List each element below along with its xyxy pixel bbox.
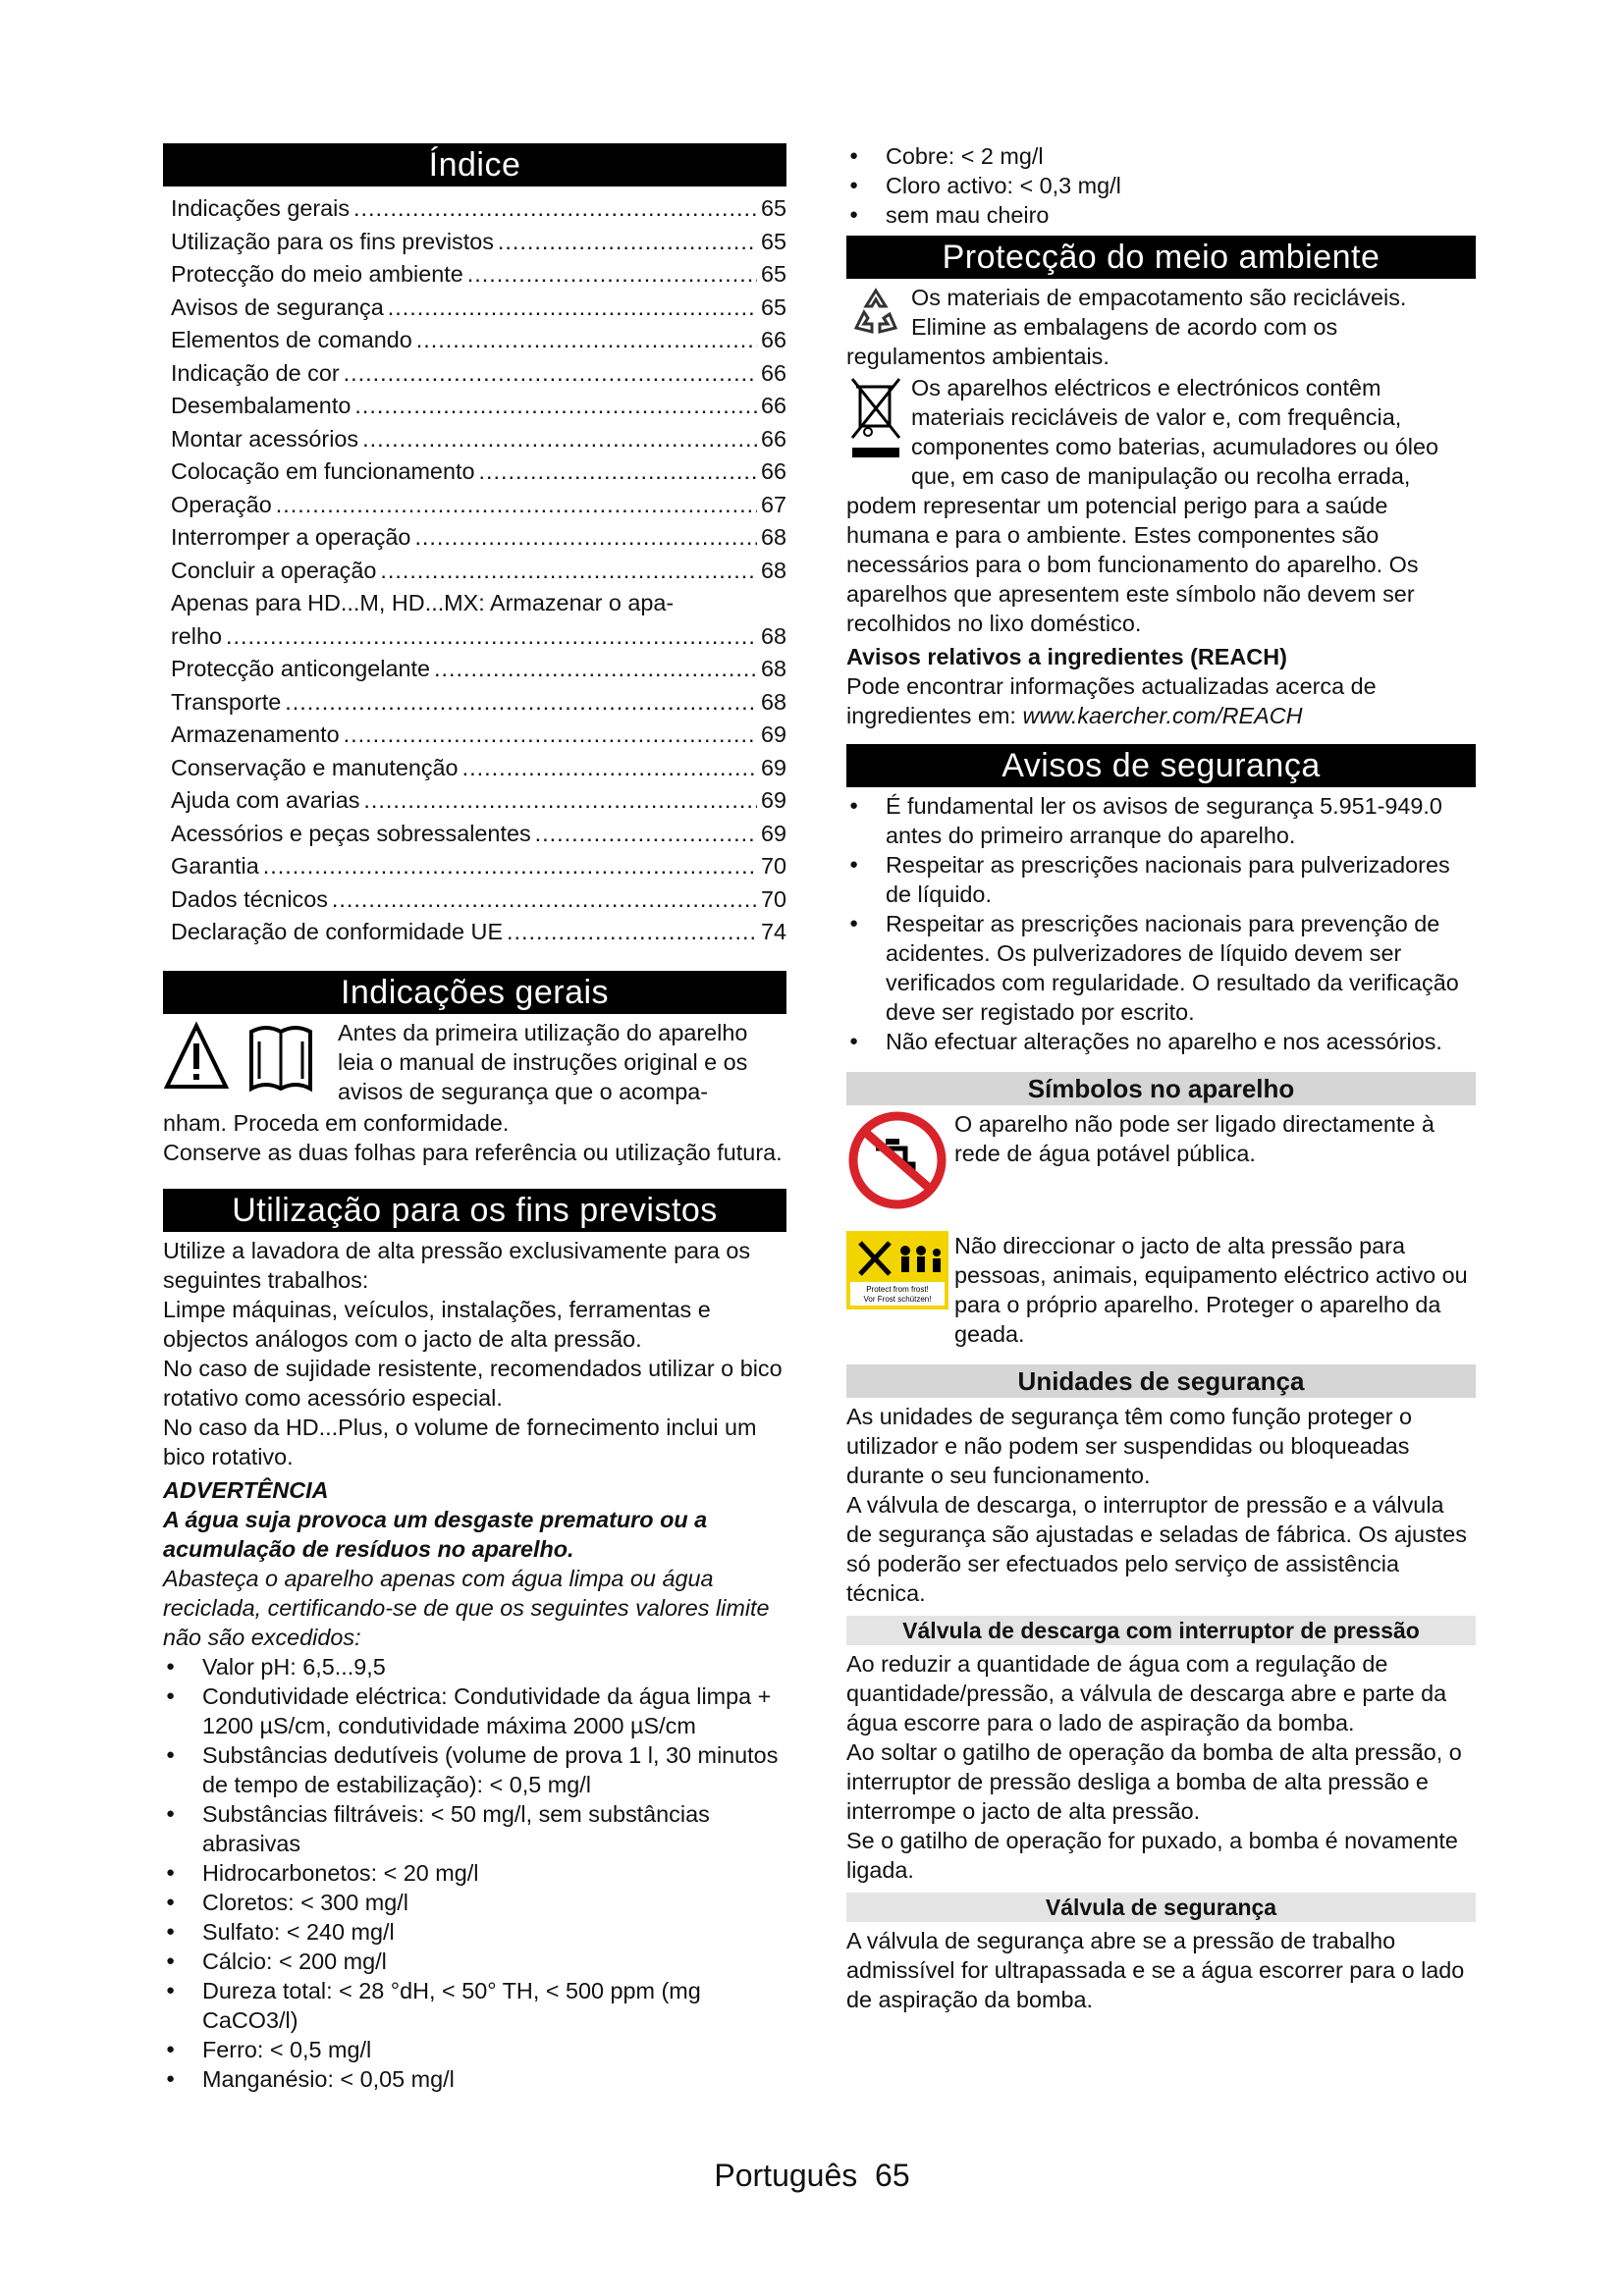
high-pressure-warning-label-icon [846,1231,948,1309]
general-text-line: nham. Proceda em conformidade. [163,1109,510,1136]
general-section [163,1018,786,1167]
toc-entry[interactable]: Garantia ..... 70 [163,850,786,883]
toc-entry[interactable]: Protecção anticongelante ..... 68 [163,653,786,686]
limit-item: ● Valor pH: 6,5...9,5 [163,1652,786,1682]
toc-entry[interactable]: Transporte ..... 68 [163,686,786,720]
toc-entry[interactable]: Concluir a operação ..... 68 [163,555,786,588]
intended-paragraph: Limpe máquinas, veículos, instalações, ferramentas e objectos análogos com o jacto de alta pressão. [163,1296,711,1352]
symbol-row [846,1109,1476,1211]
toc-entry[interactable]: Indicação de cor ..... 66 [163,357,786,391]
general-paragraph: Conserve as duas folhas para referência ou utilização futura. [163,1139,783,1165]
intended-paragraph: No caso de sujidade resistente, recomendados utilizar o bico rotativo como acessório especial. [163,1355,783,1411]
recycling-text: Os materiais de empacotamento são recicláveis. Elimine as embalagens de acordo com os regulamentos ambientais. [846,285,1407,369]
reach-link[interactable]: www.kaercher.com/REACH [1022,703,1303,728]
toc-entry[interactable]: Armazenamento ..... 69 [163,719,786,752]
safety-valve-heading: Válvula de segurança [846,1893,1476,1922]
environment-section [846,283,1476,730]
footer-language: Português [714,2158,858,2193]
safety-item: ● Respeitar as prescrições nacionais para prevenção de acidentes. Os pulverizadores de líquido devem ser verificados com regularidade. O resultado da verificação deve ser registado por escrito. [846,909,1476,1027]
limit-item: ● Substâncias dedutíveis (volume de prova 1 l, 30 minutos de tempo de estabilização): < 0,5 mg/l [163,1740,786,1799]
limit-item: ● Manganésio: < 0,05 mg/l [163,2064,786,2094]
toc-entry[interactable]: Dados técnicos ..... 70 [163,883,786,917]
overflow-valve-paragraph: Ao reduzir a quantidade de água com a regulação de quantidade/pressão, a válvula de descarga abre e parte da água escorre para o lado de aspiração da bomba. [846,1651,1447,1735]
toc-entry[interactable]: Elementos de comando ..... 66 [163,324,786,357]
reach-paragraph [846,671,1476,730]
right-column [846,143,1476,2014]
environment-heading: Protecção do meio ambiente [846,236,1476,279]
table-of-contents [163,190,786,949]
warning-text: Abasteça o aparelho apenas com água limpa ou água reciclada, certificando-se de que os seguintes valores limite não são excedidos: [163,1565,770,1650]
frost-label-de: Vor Frost schützen! [863,1295,932,1304]
toc-entry[interactable]: Conservação e manutenção ..... 69 [163,752,786,785]
limit-values-list-continued [846,141,1476,230]
crossed-bin-icon [846,373,905,463]
safety-item: ● Respeitar as prescrições nacionais para pulverizadores de líquido. [846,850,1476,909]
general-text-line: leia o manual de instruções original e os [338,1048,748,1075]
general-heading: Indicações gerais [163,971,786,1014]
left-column [163,143,786,2094]
limit-item: ● Cloro activo: < 0,3 mg/l [846,171,1476,200]
safety-heading: Avisos de segurança [846,744,1476,787]
toc-entry-wrapped-line1[interactable]: Apenas para HD...M, HD...MX: Armazenar o apa- [171,590,675,615]
limit-item: ● sem mau cheiro [846,200,1476,230]
toc-entry[interactable]: Avisos de segurança ..... 65 [163,292,786,325]
safety-valve-paragraph: A válvula de segurança abre se a pressão de trabalho admissível for ultrapassada e se a água escorrer para o lado de aspiração da bomba. [846,1928,1465,2012]
limit-item: ● Ferro: < 0,5 mg/l [163,2035,786,2064]
limit-item: ● Dureza total: < 28 °dH, < 50° TH, < 500 ppm (mg CaCO3/l) [163,1976,786,2035]
intended-use-heading: Utilização para os fins previstos [163,1189,786,1232]
limit-item: ● Cálcio: < 200 mg/l [163,1947,786,1976]
safety-units-paragraph: As unidades de segurança têm como função proteger o utilizador e não podem ser suspendidas ou bloqueadas durante o seu funcionamento. [846,1404,1413,1488]
toc-entry[interactable]: Colocação em funcionamento ..... 66 [163,455,786,489]
limit-item: ● Substâncias filtráveis: < 50 mg/l, sem substâncias abrasivas [163,1799,786,1858]
toc-entry[interactable]: Declaração de conformidade UE ..... 74 [163,916,786,949]
limit-item: ● Cloretos: < 300 mg/l [163,1888,786,1917]
symbol-row [846,1231,1476,1349]
toc-entry[interactable]: Interromper a operação ..... 68 [163,521,786,555]
no-drinking-water-connection-icon [846,1109,948,1211]
reach-text: Pode encontrar informações actualizadas acerca de ingredientes em: [846,673,1377,728]
intended-paragraph: No caso da HD...Plus, o volume de fornecimento inclui um bico rotativo. [163,1414,757,1469]
safety-units-paragraph: A válvula de descarga, o interruptor de pressão e a válvula de segurança são ajustadas e seladas de fábrica. Os ajustes só poderão ser efectuados pelo serviço de assistência técnica. [846,1492,1467,1606]
limit-item: ● Sulfato: < 240 mg/l [163,1917,786,1947]
toc-entry[interactable]: Protecção do meio ambiente ..... 65 [163,258,786,292]
limit-values-list [163,1652,786,2094]
intended-use-section [163,1236,786,2094]
safety-item: ● É fundamental ler os avisos de segurança 5.951-949.0 antes do primeiro arranque do aparelho. [846,791,1476,850]
symbol-description: O aparelho não pode ser ligado directamente à rede de água potável pública. [954,1111,1435,1166]
weee-text: Os aparelhos eléctricos e electrónicos contêm materiais recicláveis de valor e, com frequência, componentes como baterias, acumuladores ou óleo que, em caso de manipulação ou recolha errada, podem representar um potencial perigo para a saúde humana e para o ambiente. Estes componentes são necessários para o bom funcionamento do aparelho. Os aparelhos que apresentem este símbolo não devem ser recolhidos no lixo doméstico. [846,375,1439,636]
overflow-valve-heading: Válvula de descarga com interruptor de pressão [846,1616,1476,1645]
limit-item: ● Condutividade eléctrica: Condutividade da água limpa + 1200 µS/cm, condutividade máxima 2000 µS/cm [163,1682,786,1740]
reach-title: Avisos relativos a ingredientes (REACH) [846,644,1287,669]
general-text-line: Antes da primeira utilização do aparelho [338,1019,748,1045]
toc-entry[interactable]: Acessórios e peças sobressalentes ..... 69 [163,818,786,851]
symbols-heading: Símbolos no aparelho [846,1072,1476,1105]
toc-entry[interactable]: Ajuda com avarias ..... 69 [163,784,786,818]
toc-entry[interactable]: Desembalamento ..... 66 [163,390,786,423]
warning-manual-icon [163,1018,332,1108]
toc-entry[interactable]: Operação ..... 67 [163,489,786,522]
toc-entry[interactable]: Utilização para os fins previstos ..... 65 [163,226,786,259]
warning-bold-text: A água suja provoca um desgaste prematuro ou a acumulação de resíduos no aparelho. [163,1506,708,1562]
safety-units-heading: Unidades de segurança [846,1364,1476,1398]
safety-item: ● Não efectuar alterações no aparelho e nos acessórios. [846,1027,1476,1056]
toc-entry[interactable]: relho ..... 68 [163,620,786,654]
general-text-line: avisos de segurança que o acompa- [338,1078,709,1104]
frost-label-en: Protect from frost! [866,1285,929,1294]
page-number: 65 [875,2158,910,2193]
symbol-description: Não direccionar o jacto de alta pressão para pessoas, animais, equipamento eléctrico activo ou para o próprio aparelho. Proteger o aparelho da geada. [954,1233,1468,1347]
limit-item: ● Hidrocarbonetos: < 20 mg/l [163,1858,786,1888]
toc-entry[interactable]: Indicações gerais ..... 65 [163,192,786,226]
warning-label: ADVERTÊNCIA [163,1476,329,1503]
overflow-valve-paragraph: Se o gatilho de operação for puxado, a bomba é novamente ligada. [846,1828,1458,1883]
safety-list [846,791,1476,1056]
toc-entry[interactable]: Montar acessórios ..... 66 [163,423,786,456]
page-footer [0,2158,1624,2194]
intended-paragraph: Utilize a lavadora de alta pressão exclusivamente para os seguintes trabalhos: [163,1237,751,1293]
recycling-icon [846,283,905,342]
toc-heading: Índice [163,143,786,187]
limit-item: ● Cobre: < 2 mg/l [846,141,1476,171]
overflow-valve-paragraph: Ao soltar o gatilho de operação da bomba de alta pressão, o interruptor de pressão desliga a bomba de alta pressão e interrompe o jacto de alta pressão. [846,1739,1462,1824]
